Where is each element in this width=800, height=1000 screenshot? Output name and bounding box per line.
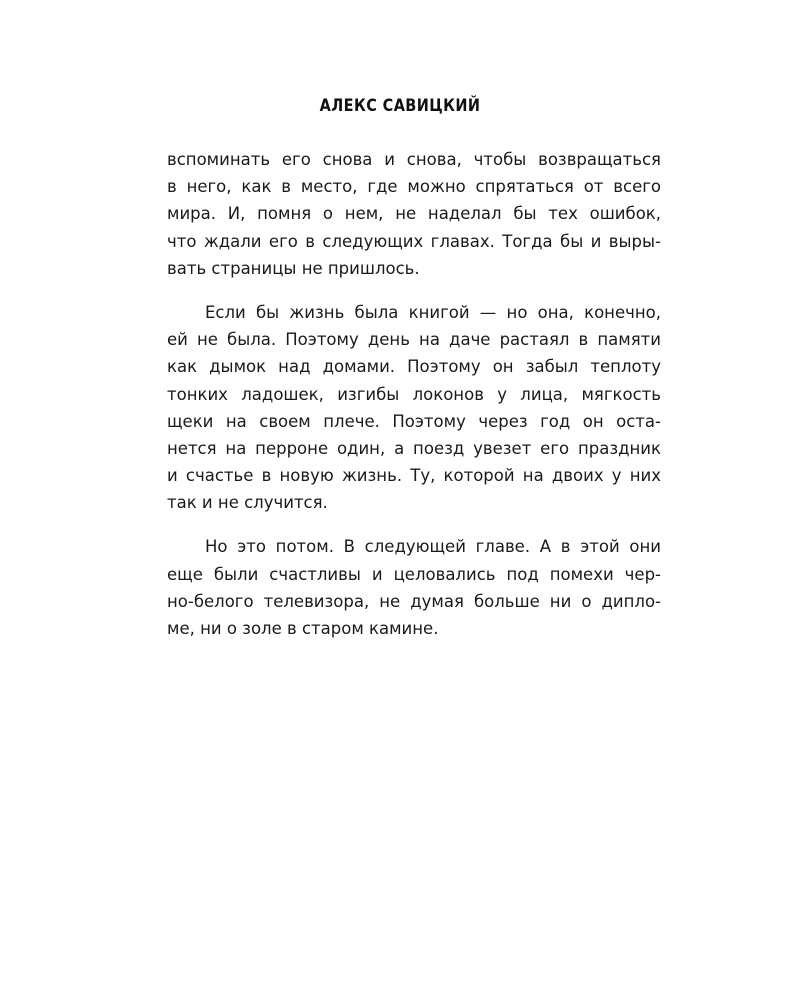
- text-line: мира. И, помня о нем, не наделал бы тех ошибок,: [167, 204, 661, 224]
- text-line: Если бы жизнь была книгой — но она, конечно,: [205, 302, 661, 322]
- paragraph-3: [167, 533, 661, 642]
- text-line: ей не была. Поэтому день на даче растаял в памяти: [167, 330, 661, 350]
- text-line: вспоминать его снова и снова, чтобы возвращаться: [167, 150, 661, 169]
- text-line: Но это потом. В следующей главе. А в этой они: [205, 537, 661, 557]
- text-line: щеки на своем плече. Поэтому через год он оста-: [167, 411, 661, 431]
- text-line: и счастье в новую жизнь. Ту, которой на двоих у них: [167, 466, 661, 486]
- paragraph-2: [167, 299, 661, 517]
- text-line: тонких ладошек, изгибы локонов у лица, мягкость: [167, 384, 661, 404]
- text-line: еще были счастливы и целовались под помехи чер-: [167, 564, 661, 584]
- text-line: нется на перроне один, а поезд увезет его праздник: [167, 438, 661, 458]
- text-line: как дымок над домами. Поэтому он забыл теплоту: [167, 357, 661, 377]
- text-line: вать страницы не пришлось.: [167, 258, 420, 278]
- text-line: но-белого телевизора, не думая больше ни о дипло-: [167, 591, 661, 611]
- text-line: ме, ни о золе в старом камине.: [167, 619, 439, 638]
- text-line: так и не случится.: [167, 493, 328, 513]
- running-header-author: АЛЕКС САВИЦКИЙ: [319, 96, 481, 116]
- text-line: в него, как в место, где можно спрятаться от всего: [167, 177, 661, 197]
- paragraph-1: [167, 146, 661, 282]
- body-text: [167, 146, 661, 659]
- text-line: что ждали его в следующих главах. Тогда бы и выры-: [167, 231, 661, 251]
